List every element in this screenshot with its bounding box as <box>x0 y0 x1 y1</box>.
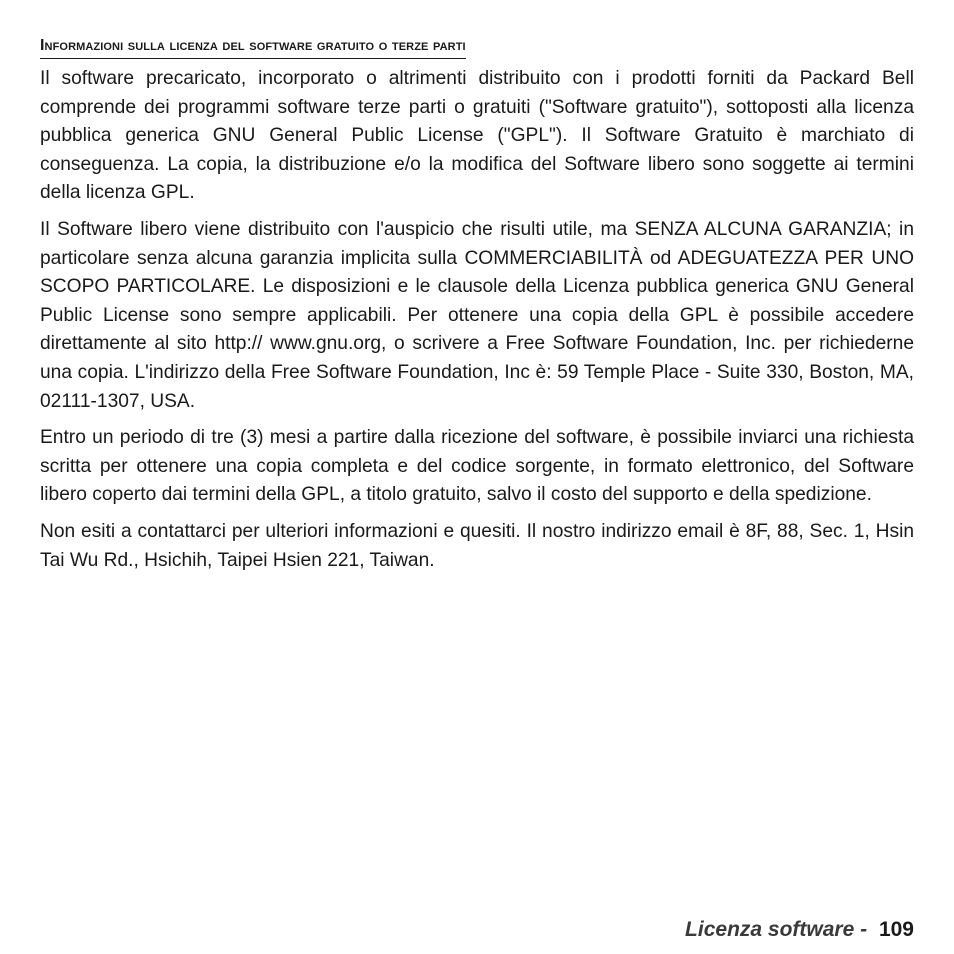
page-footer <box>685 916 914 944</box>
page-number: 109 <box>878 918 914 941</box>
paragraph-warranty: Il Software libero viene distribuito con l'auspicio che risulti utile, ma SENZA ALCUNA GARANZIA; in particolare senza alcuna garanzia implicita sulla COMMERCIABILITÀ od ADEGUATEZZA PER UNO SCOPO PARTICOLARE. Le disposizioni e le clausole della Licenza pubblica generica GNU General Public License sono sempre applicabili. Per ottenere una copia della GPL è possibile accedere direttamente al sito http:// www.gnu.org, o scrivere a Free Software Foundation, Inc. per richiederne una copia. L'indirizzo della Free Software Foundation, Inc è: 59 Temple Place - Suite 330, Boston, MA, 02111-1307, USA. <box>40 218 914 412</box>
paragraph-source-request: Entro un periodo di tre (3) mesi a partire dalla ricezione del software, è possibile inviarci una richiesta scritta per ottenere una copia completa e del codice sorgente, in formato elettronico, del Software libero coperto dai termini della GPL, a titolo gratuito, salvo il costo del supporto e della spedizione. <box>40 427 914 506</box>
section-title: Informazioni sulla licenza del software gratuito o terze parti <box>40 36 466 59</box>
paragraph-contact: Non esiti a contattarci per ulteriori informazioni e quesiti. Il nostro indirizzo email è 8F, 88, Sec. 1, Hsin Tai Wu Rd., Hsichih, Taipei Hsien 221, Taiwan. <box>40 520 914 571</box>
paragraph-gpl-intro: Il software precaricato, incorporato o altrimenti distribuito con i prodotti forniti da Packard Bell comprende dei programmi software terze parti o gratuiti ("Software gratuito"), sottoposti alla licenza pubblica generica GNU General Public License ("GPL"). Il Software Gratuito è marchiato di conseguenza. La copia, la distribuzione e/o la modifica del Software libero sono soggette ai termini della licenza GPL. <box>40 68 914 204</box>
document-page <box>40 36 914 583</box>
footer-chapter-label: Licenza software - <box>685 918 868 941</box>
